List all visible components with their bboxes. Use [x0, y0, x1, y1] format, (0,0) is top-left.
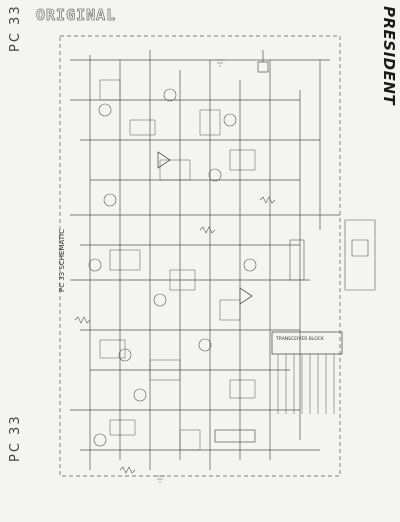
schematic-title: PC 33 SCHEMATIC [58, 229, 66, 292]
wiring [100, 80, 255, 450]
connector-block [290, 240, 304, 280]
model-label-bottom: PC 33 [8, 414, 23, 462]
original-stamp: ORIGINAL [36, 6, 117, 24]
ic-pins [278, 354, 334, 414]
transistor-symbols [89, 89, 256, 446]
resistor-symbols [75, 197, 275, 473]
mic-jack [345, 220, 375, 290]
model-label-top: PC 33 [8, 4, 23, 52]
amplifier-symbols [158, 152, 252, 304]
ic-label: TRANSCEIVER BLOCK [276, 337, 324, 342]
brand-logo: PRESIDENT [380, 6, 398, 106]
ground-symbols [155, 60, 225, 482]
ic-package [272, 332, 342, 354]
ic-lower [215, 430, 255, 442]
antenna-connector [258, 50, 268, 72]
